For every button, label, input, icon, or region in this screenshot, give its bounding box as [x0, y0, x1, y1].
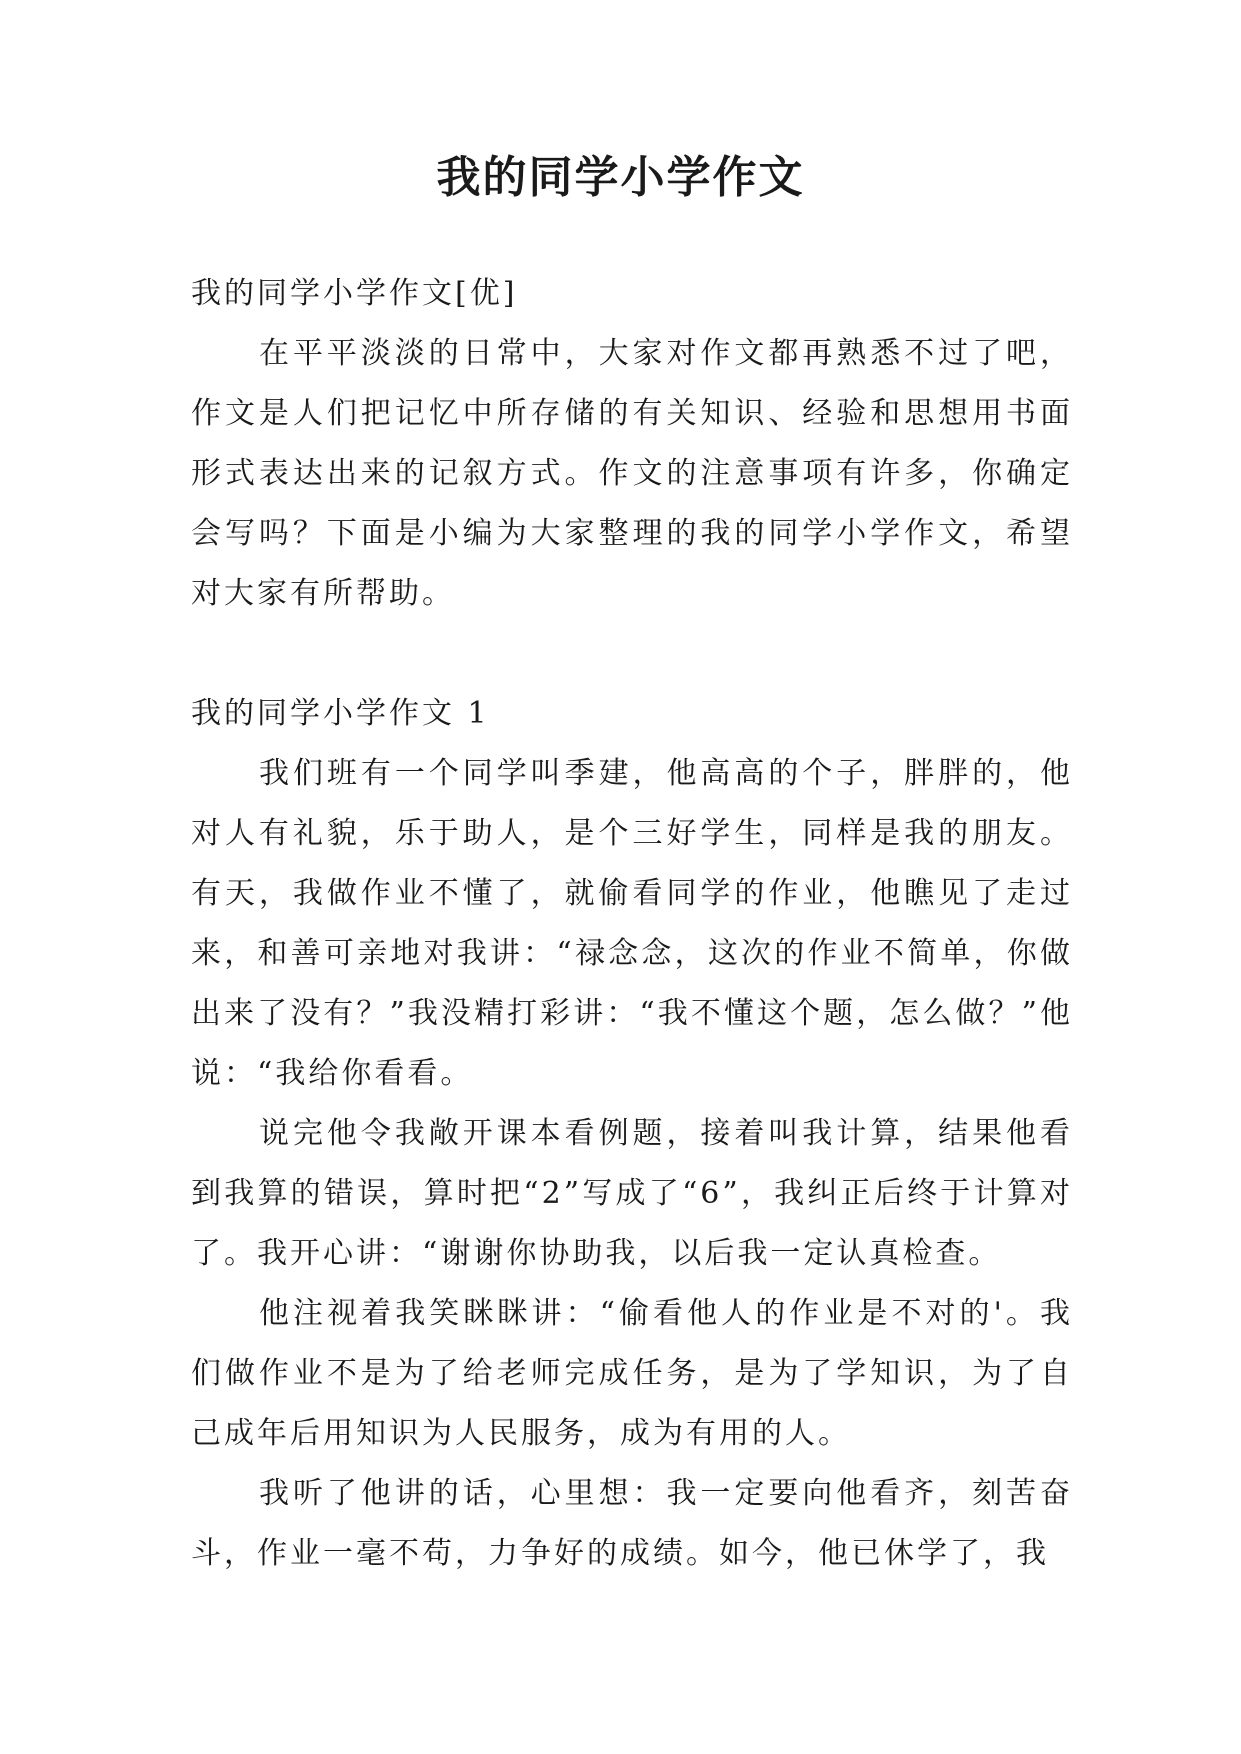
essay-paragraph: 我听了他讲的话，心里想：我一定要向他看齐，刻苦奋斗，作业一毫不苟，力争好的成绩。如今，他已休学了，我 [191, 1476, 1073, 1571]
essay-paragraph: 我们班有一个同学叫季建，他高高的个子，胖胖的，他对人有礼貌，乐于助人，是个三好学生，同样是我的朋友。有天，我做作业不懂了，就偷看同学的作业，他瞧见了走过来，和善可亲地对我讲：“禄念念，这次的作业不简单，你做出来了没有？”我没精打彩讲：“我不懂这个题，怎么做？”他说：“我给你看看。 [191, 756, 1073, 1091]
intro-section [191, 264, 1073, 624]
essay-paragraph: 说完他令我敞开课本看例题，接着叫我计算，结果他看到我算的错误，算时把“2”写成了“6”，我纠正后终于计算对了。我开心讲：“谢谢你协助我，以后我一定认真检查。 [191, 1116, 1073, 1271]
intro-paragraph: 在平平淡淡的日常中，大家对作文都再熟悉不过了吧，作文是人们把记忆中所存储的有关知识、经验和思想用书面形式表达出来的记叙方式。作文的注意事项有许多，你确定会写吗？下面是小编为大家整理的我的同学小学作文，希望对大家有所帮助。 [191, 336, 1073, 611]
document-body [191, 264, 1073, 1584]
essay-paragraph: 他注视着我笑眯眯讲：“偷看他人的作业是不对的'。我们做作业不是为了给老师完成任务，是为了学知识，为了自己成年后用知识为人民服务，成为有用的人。 [191, 1296, 1073, 1451]
section-heading: 我的同学小学作文 1 [191, 696, 490, 731]
section-spacer [191, 624, 1073, 684]
section-heading: 我的同学小学作文[优] [191, 276, 518, 311]
document-title: 我的同学小学作文 [436, 152, 805, 203]
essay-1-section [191, 684, 1073, 1584]
